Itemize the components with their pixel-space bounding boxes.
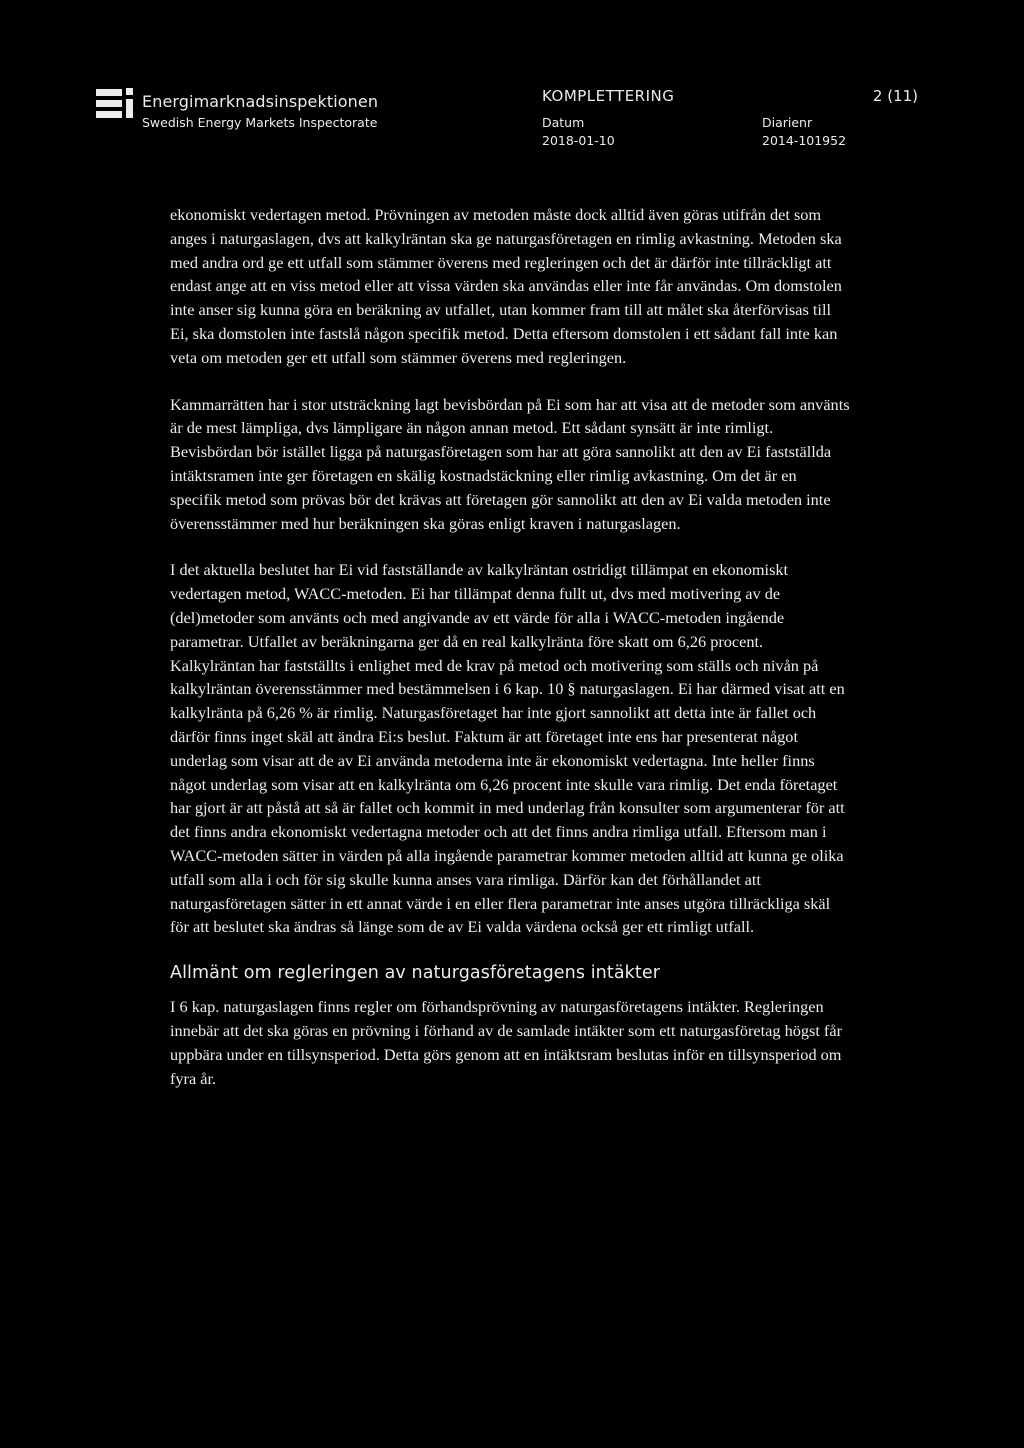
document-body (170, 203, 850, 1090)
body-paragraph: I 6 kap. naturgaslagen finns regler om förhandsprövning av naturgasföretagens intäkter. Regleringen innebär att det ska göras en prövning i förhand av de samlade intäkter som ett naturgasföretag högst får uppbära under en tillsynsperiod. Detta görs genom att en intäktsram beslutas inför en tillsynsperiod om fyra år. (170, 997, 842, 1088)
diarie-value: 2014-101952 (762, 133, 847, 148)
document-type: KOMPLETTERING (542, 87, 675, 105)
diarie-label: Diarienr (762, 115, 813, 130)
body-paragraph: Kammarrätten har i stor utsträckning lagt bevisbördan på Ei som har att visa att de metoder som använts är de mest lämpliga, dvs lämpligare än någon annan metod. Ett sådant synsätt är inte rimligt. Bevisbördan bör istället ligga på naturgasföretagen som har att göra sannolikt att den av Ei fastställda intäktsramen inte ger företagen en skälig kostnadstäckning eller rimlig avkastning. Om det är en specifik metod som prövas bör det krävas att företagen gör sannolikt att den av Ei valda metoden inte överensstämmer med hur beräkningen ska göras enligt kraven i naturgaslagen. (170, 394, 850, 533)
organization-name: Energimarknadsinspektionen (142, 92, 379, 111)
date-label: Datum (542, 115, 585, 130)
section-heading: Allmänt om regleringen av naturgasföretagens intäkter (170, 963, 661, 984)
document-header (96, 78, 928, 158)
body-paragraph: I det aktuella beslutet har Ei vid fastställande av kalkylräntan ostridigt tillämpat en ekonomiskt vedertagen metod, WACC-metoden. Ei har tillämpat denna fullt ut, dvs med motivering av de (del)metoder som använts och med angivande av ett värde för alla i WACC-metoden ingående parametrar. Utfallet av beräkningarna ger då en real kalkylränta före skatt om 6,26 procent. Kalkylräntan har fastställts i enlighet med de krav på metod och motivering som ställs och nivån på kalkylräntan överensstämmer med bestämmelsen i 6 kap. 10 § naturgaslagen. Ei har därmed visat att en kalkylränta på 6,26 % är rimlig. Naturgasföretaget har inte gjort sannolikt att detta inte är fallet och därför finns inget skäl att ändra Ei:s beslut. Faktum är att företaget inte ens har presenterat något underlag som visar att de av Ei använda metoderna inte är ekonomiskt vedertagna. Inte heller finns något underlag som visar att en kalkylränta om 6,26 procent inte skulle vara rimlig. Det enda företaget har gjort är att påstå att så är fallet och kommit in med underlag från konsulter som argumenterar för att det finns andra ekonomiskt vedertagna metoder och att det finns andra rimliga utfall. Eftersom man i WACC-metoden sätter in värden på alla ingående parametrar kommer metoden alltid att kunna ge olika utfall som alla i och för sig skulle kunna anses vara rimliga. Därför kan det förhållandet att naturgasföretagen sätter in ett annat värde i en eller flera parametrar inte anses utgöra tillräckliga skäl för att beslutet ska ändras så länge som de av Ei valda värdena också ger ett rimligt utfall. (170, 560, 845, 937)
page-number: 2 (11) (872, 87, 918, 105)
date-value: 2018-01-10 (542, 133, 615, 148)
body-paragraph: ekonomiskt vedertagen metod. Prövningen av metoden måste dock alltid även göras utifrån det som anges i naturgaslagen, dvs att kalkylräntan ska ge naturgasföretagen en rimlig avkastning. Metoden ska med andra ord ge ett utfall som stämmer överens med regleringen och det är därför inte tillräckligt att endast ange att en viss metod eller att vissa värden ska användas eller inte får användas. Om domstolen inte anser sig kunna göra en beräkning av utfallet, utan kommer fram till att målet ska återförvisas till Ei, ska domstolen inte fastslå någon specifik metod. Detta eftersom domstolen i ett sådant fall inte kan veta om metoden ger ett utfall som stämmer överens med regleringen. (170, 205, 842, 367)
organization-name-english: Swedish Energy Markets Inspectorate (142, 115, 378, 130)
ei-logo-icon (96, 86, 138, 122)
